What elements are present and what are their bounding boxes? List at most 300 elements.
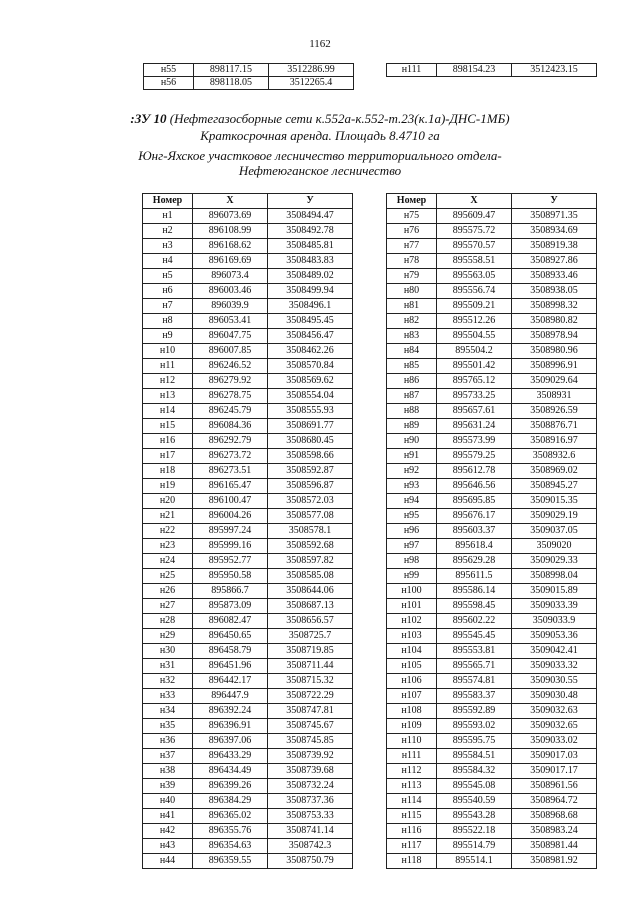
coord-y: 3508592.68 (268, 539, 353, 554)
coord-y: 3508485.81 (268, 239, 353, 254)
coord-x: 895543.28 (437, 809, 512, 824)
coord-y: 3508742.3 (268, 839, 353, 854)
coord-x: 895563.05 (437, 269, 512, 284)
coord-y: 3508555.93 (268, 404, 353, 419)
coord-y: 3509033.9 (512, 614, 597, 629)
point-number: н10 (143, 344, 193, 359)
point-number: н114 (387, 794, 437, 809)
coordinates-table-left (142, 193, 353, 869)
coord-y: 3508750.79 (268, 854, 353, 869)
point-number: н111 (387, 64, 437, 77)
table-row (387, 479, 597, 494)
coord-x: 895574.81 (437, 674, 512, 689)
coord-y: 3508577.08 (268, 509, 353, 524)
coord-x: 895553.81 (437, 644, 512, 659)
coord-y: 3508932.6 (512, 449, 597, 464)
coord-y: 3509033.02 (512, 734, 597, 749)
table-row (144, 77, 354, 90)
point-number: н93 (387, 479, 437, 494)
coord-y: 3509032.65 (512, 719, 597, 734)
table-row (387, 689, 597, 704)
coord-x: 895950.58 (193, 569, 268, 584)
point-number: н2 (143, 224, 193, 239)
table-row (387, 509, 597, 524)
coordinates-table-right (386, 193, 597, 869)
coord-x: 896392.24 (193, 704, 268, 719)
coord-x: 898117.15 (194, 64, 269, 77)
coord-y: 3509029.64 (512, 374, 597, 389)
coord-x: 896433.29 (193, 749, 268, 764)
point-number: н40 (143, 794, 193, 809)
table-row (143, 764, 353, 779)
table-row (143, 839, 353, 854)
coord-y: 3508680.45 (268, 434, 353, 449)
section-description: (Нефтегазосборные сети к.552а-к.552-т.23(к.1а)-ДНС-1МБ) (166, 111, 510, 126)
coord-y: 3508570.84 (268, 359, 353, 374)
table-row (143, 569, 353, 584)
point-number: н103 (387, 629, 437, 644)
lease-info: Краткосрочная аренда. Площадь 8.4710 га (200, 128, 440, 143)
table-row (143, 644, 353, 659)
table-row (143, 599, 353, 614)
coord-y: 3508931 (512, 389, 597, 404)
coord-y: 3508998.04 (512, 569, 597, 584)
coord-y: 3508741.14 (268, 824, 353, 839)
coord-x: 895592.89 (437, 704, 512, 719)
point-number: н115 (387, 809, 437, 824)
coord-x: 896053.41 (193, 314, 268, 329)
table-row (143, 419, 353, 434)
coord-y: 3508739.68 (268, 764, 353, 779)
table-row (387, 554, 597, 569)
coord-y: 3508725.7 (268, 629, 353, 644)
table-row (387, 374, 597, 389)
point-number: н44 (143, 854, 193, 869)
table-row (143, 464, 353, 479)
coord-x: 896396.91 (193, 719, 268, 734)
table-row (143, 434, 353, 449)
table-row (387, 329, 597, 344)
coord-y: 3508938.05 (512, 284, 597, 299)
table-row (143, 689, 353, 704)
coord-x: 895573.99 (437, 434, 512, 449)
coord-x: 895540.59 (437, 794, 512, 809)
table-row (387, 764, 597, 779)
table-row (143, 404, 353, 419)
coord-x: 895583.37 (437, 689, 512, 704)
section-title (0, 111, 640, 127)
point-number: н39 (143, 779, 193, 794)
coord-x: 895584.32 (437, 764, 512, 779)
table-row (387, 284, 597, 299)
coord-y: 3508737.36 (268, 794, 353, 809)
table-row (143, 524, 353, 539)
header-row (387, 194, 597, 209)
table-row (143, 209, 353, 224)
coord-x: 895586.14 (437, 584, 512, 599)
coord-y: 3509015.35 (512, 494, 597, 509)
point-number: н89 (387, 419, 437, 434)
coord-x: 895676.17 (437, 509, 512, 524)
table-row (387, 599, 597, 614)
coord-x: 896355.76 (193, 824, 268, 839)
point-number: н94 (387, 494, 437, 509)
coord-x: 895997.24 (193, 524, 268, 539)
header-number: Номер (387, 194, 437, 209)
coord-y: 3509029.33 (512, 554, 597, 569)
coord-y: 3508592.87 (268, 464, 353, 479)
point-number: н37 (143, 749, 193, 764)
point-number: н104 (387, 644, 437, 659)
coord-y: 3508969.02 (512, 464, 597, 479)
table-row (387, 419, 597, 434)
table-row (387, 629, 597, 644)
point-number: н107 (387, 689, 437, 704)
coord-x: 895512.26 (437, 314, 512, 329)
coord-y: 3508983.24 (512, 824, 597, 839)
table-row (143, 809, 353, 824)
coord-y: 3512423.15 (512, 64, 597, 77)
coord-y: 3508753.33 (268, 809, 353, 824)
coord-y: 3508597.82 (268, 554, 353, 569)
coord-y: 3508968.68 (512, 809, 597, 824)
coord-x: 895629.28 (437, 554, 512, 569)
point-number: н11 (143, 359, 193, 374)
table-row (143, 479, 353, 494)
point-number: н17 (143, 449, 193, 464)
coord-x: 895556.74 (437, 284, 512, 299)
coord-y: 3508722.29 (268, 689, 353, 704)
coord-x: 895873.09 (193, 599, 268, 614)
coord-x: 895733.25 (437, 389, 512, 404)
coord-y: 3508687.13 (268, 599, 353, 614)
point-number: н100 (387, 584, 437, 599)
coord-x: 896165.47 (193, 479, 268, 494)
point-number: н109 (387, 719, 437, 734)
point-number: н92 (387, 464, 437, 479)
table-row (387, 839, 597, 854)
coord-y: 3508732.24 (268, 779, 353, 794)
coord-x: 895695.85 (437, 494, 512, 509)
coord-y: 3509033.32 (512, 659, 597, 674)
point-number: н31 (143, 659, 193, 674)
point-number: н91 (387, 449, 437, 464)
point-number: н78 (387, 254, 437, 269)
table-row (387, 449, 597, 464)
table-row (387, 809, 597, 824)
table-row (143, 554, 353, 569)
point-number: н41 (143, 809, 193, 824)
coord-y: 3509042.41 (512, 644, 597, 659)
point-number: н32 (143, 674, 193, 689)
coord-x: 896458.79 (193, 644, 268, 659)
table-row (387, 494, 597, 509)
point-number: н20 (143, 494, 193, 509)
point-number: н15 (143, 419, 193, 434)
point-number: н16 (143, 434, 193, 449)
coord-x: 895514.79 (437, 839, 512, 854)
coord-y: 3508644.06 (268, 584, 353, 599)
table-row (387, 524, 597, 539)
table-row (143, 794, 353, 809)
table-row (387, 779, 597, 794)
point-number: н117 (387, 839, 437, 854)
coord-y: 3508981.44 (512, 839, 597, 854)
table-row (143, 854, 353, 869)
table-row (143, 314, 353, 329)
table-row (143, 539, 353, 554)
coord-x: 895565.71 (437, 659, 512, 674)
table-row (387, 224, 597, 239)
coord-x: 896384.29 (193, 794, 268, 809)
coord-x: 898154.23 (437, 64, 512, 77)
coord-y: 3508980.96 (512, 344, 597, 359)
point-number: н24 (143, 554, 193, 569)
coord-y: 3508927.86 (512, 254, 597, 269)
coord-x: 895545.45 (437, 629, 512, 644)
coord-x: 896073.69 (193, 209, 268, 224)
table-row (143, 299, 353, 314)
point-number: н36 (143, 734, 193, 749)
coord-y: 3508578.1 (268, 524, 353, 539)
coord-x: 895575.72 (437, 224, 512, 239)
coord-y: 3508715.32 (268, 674, 353, 689)
table-row (143, 704, 353, 719)
point-number: н19 (143, 479, 193, 494)
coord-y: 3508492.78 (268, 224, 353, 239)
section-code: :ЗУ 10 (130, 111, 167, 126)
table-row (387, 749, 597, 764)
table-row (387, 299, 597, 314)
coord-y: 3509015.89 (512, 584, 597, 599)
table-row (387, 389, 597, 404)
coord-y: 3508933.46 (512, 269, 597, 284)
coord-x: 895501.42 (437, 359, 512, 374)
coord-y: 3508747.81 (268, 704, 353, 719)
point-number: н3 (143, 239, 193, 254)
coord-x: 896039.9 (193, 299, 268, 314)
table-row (387, 404, 597, 419)
coord-x: 896273.72 (193, 449, 268, 464)
point-number: н99 (387, 569, 437, 584)
coord-x: 895558.51 (437, 254, 512, 269)
coord-y: 3508971.35 (512, 209, 597, 224)
coord-y: 3508456.47 (268, 329, 353, 344)
point-number: н14 (143, 404, 193, 419)
table-row (143, 374, 353, 389)
coord-x: 895522.18 (437, 824, 512, 839)
header-number: Номер (143, 194, 193, 209)
table-row (387, 794, 597, 809)
coord-x: 896273.51 (193, 464, 268, 479)
table-row (387, 539, 597, 554)
coord-x: 896451.96 (193, 659, 268, 674)
header-y: У (512, 194, 597, 209)
coord-x: 896047.75 (193, 329, 268, 344)
point-number: н43 (143, 839, 193, 854)
coord-x: 895866.7 (193, 584, 268, 599)
table-row (387, 239, 597, 254)
coord-x: 896100.47 (193, 494, 268, 509)
table-row (387, 644, 597, 659)
coord-y: 3509017.03 (512, 749, 597, 764)
coord-x: 895504.2 (437, 344, 512, 359)
point-number: н96 (387, 524, 437, 539)
point-number: н102 (387, 614, 437, 629)
table-row (143, 734, 353, 749)
table-row (387, 659, 597, 674)
coord-y: 3508462.26 (268, 344, 353, 359)
coord-y: 3508483.83 (268, 254, 353, 269)
table-row (143, 284, 353, 299)
coord-x: 895514.1 (437, 854, 512, 869)
table-row (143, 614, 353, 629)
coord-y: 3508739.92 (268, 749, 353, 764)
coord-y: 3508981.92 (512, 854, 597, 869)
coord-y: 3508572.03 (268, 494, 353, 509)
forestry-line-2: Нефтеюганское лесничество (238, 163, 402, 178)
table-row (143, 824, 353, 839)
coord-y: 3509032.63 (512, 704, 597, 719)
table-row (143, 449, 353, 464)
point-number: н5 (143, 269, 193, 284)
coord-x: 896246.52 (193, 359, 268, 374)
point-number: н110 (387, 734, 437, 749)
coord-x: 895765.12 (437, 374, 512, 389)
coord-x: 896245.79 (193, 404, 268, 419)
point-number: н116 (387, 824, 437, 839)
table-row (143, 674, 353, 689)
point-number: н76 (387, 224, 437, 239)
coord-y: 3508919.38 (512, 239, 597, 254)
coord-x: 895612.78 (437, 464, 512, 479)
point-number: н79 (387, 269, 437, 284)
coord-y: 3512265.4 (269, 77, 354, 90)
point-number: н23 (143, 539, 193, 554)
coord-x: 895509.21 (437, 299, 512, 314)
table-row (143, 329, 353, 344)
table-row (387, 359, 597, 374)
point-number: н101 (387, 599, 437, 614)
point-number: н33 (143, 689, 193, 704)
coord-y: 3508745.67 (268, 719, 353, 734)
coord-x: 895598.45 (437, 599, 512, 614)
point-number: н55 (144, 64, 194, 77)
point-number: н105 (387, 659, 437, 674)
point-number: н28 (143, 614, 193, 629)
coord-y: 3508964.72 (512, 794, 597, 809)
point-number: н6 (143, 284, 193, 299)
coord-x: 895579.25 (437, 449, 512, 464)
point-number: н42 (143, 824, 193, 839)
header-row (143, 194, 353, 209)
coord-y: 3508489.02 (268, 269, 353, 284)
table-row (143, 269, 353, 284)
continuation-table-left (143, 63, 354, 90)
coord-x: 896434.49 (193, 764, 268, 779)
point-number: н7 (143, 299, 193, 314)
header-x: X (193, 194, 268, 209)
point-number: н97 (387, 539, 437, 554)
coord-y: 3509053.36 (512, 629, 597, 644)
coord-x: 896169.69 (193, 254, 268, 269)
point-number: н90 (387, 434, 437, 449)
point-number: н84 (387, 344, 437, 359)
point-number: н13 (143, 389, 193, 404)
coord-y: 3508961.56 (512, 779, 597, 794)
table-row (143, 509, 353, 524)
coord-x: 895504.55 (437, 329, 512, 344)
coord-y: 3509037.05 (512, 524, 597, 539)
table-row (143, 389, 353, 404)
coord-y: 3508745.85 (268, 734, 353, 749)
coord-x: 895595.75 (437, 734, 512, 749)
coord-x: 895646.56 (437, 479, 512, 494)
coord-x: 896003.46 (193, 284, 268, 299)
point-number: н83 (387, 329, 437, 344)
coord-x: 895609.47 (437, 209, 512, 224)
coord-y: 3508496.1 (268, 299, 353, 314)
point-number: н108 (387, 704, 437, 719)
coord-y: 3508596.87 (268, 479, 353, 494)
table-row (143, 254, 353, 269)
table-row (144, 64, 354, 77)
table-row (143, 344, 353, 359)
coord-x: 895593.02 (437, 719, 512, 734)
point-number: н87 (387, 389, 437, 404)
coord-x: 896168.62 (193, 239, 268, 254)
coord-x: 895584.51 (437, 749, 512, 764)
coord-x: 895602.22 (437, 614, 512, 629)
point-number: н18 (143, 464, 193, 479)
coord-x: 895631.24 (437, 419, 512, 434)
coord-y: 3508926.59 (512, 404, 597, 419)
point-number: н27 (143, 599, 193, 614)
point-number: н22 (143, 524, 193, 539)
header-x: X (437, 194, 512, 209)
coord-y: 3508711.44 (268, 659, 353, 674)
coord-x: 895545.08 (437, 779, 512, 794)
coord-x: 896108.99 (193, 224, 268, 239)
point-number: н85 (387, 359, 437, 374)
coord-x: 895657.61 (437, 404, 512, 419)
point-number: н80 (387, 284, 437, 299)
table-row (387, 254, 597, 269)
coord-y: 3509030.48 (512, 689, 597, 704)
point-number: н75 (387, 209, 437, 224)
coord-y: 3508656.57 (268, 614, 353, 629)
table-row (387, 209, 597, 224)
point-number: н26 (143, 584, 193, 599)
coord-y: 3508945.27 (512, 479, 597, 494)
point-number: н1 (143, 209, 193, 224)
table-row (143, 779, 353, 794)
coord-y: 3509020 (512, 539, 597, 554)
point-number: н111 (387, 749, 437, 764)
coord-x: 895603.37 (437, 524, 512, 539)
coord-x: 896354.63 (193, 839, 268, 854)
table-row (387, 344, 597, 359)
coord-y: 3508554.04 (268, 389, 353, 404)
point-number: н81 (387, 299, 437, 314)
point-number: н34 (143, 704, 193, 719)
coord-x: 896450.65 (193, 629, 268, 644)
coord-x: 896007.85 (193, 344, 268, 359)
point-number: н98 (387, 554, 437, 569)
table-row (387, 854, 597, 869)
coord-x: 896447.9 (193, 689, 268, 704)
table-row (387, 824, 597, 839)
